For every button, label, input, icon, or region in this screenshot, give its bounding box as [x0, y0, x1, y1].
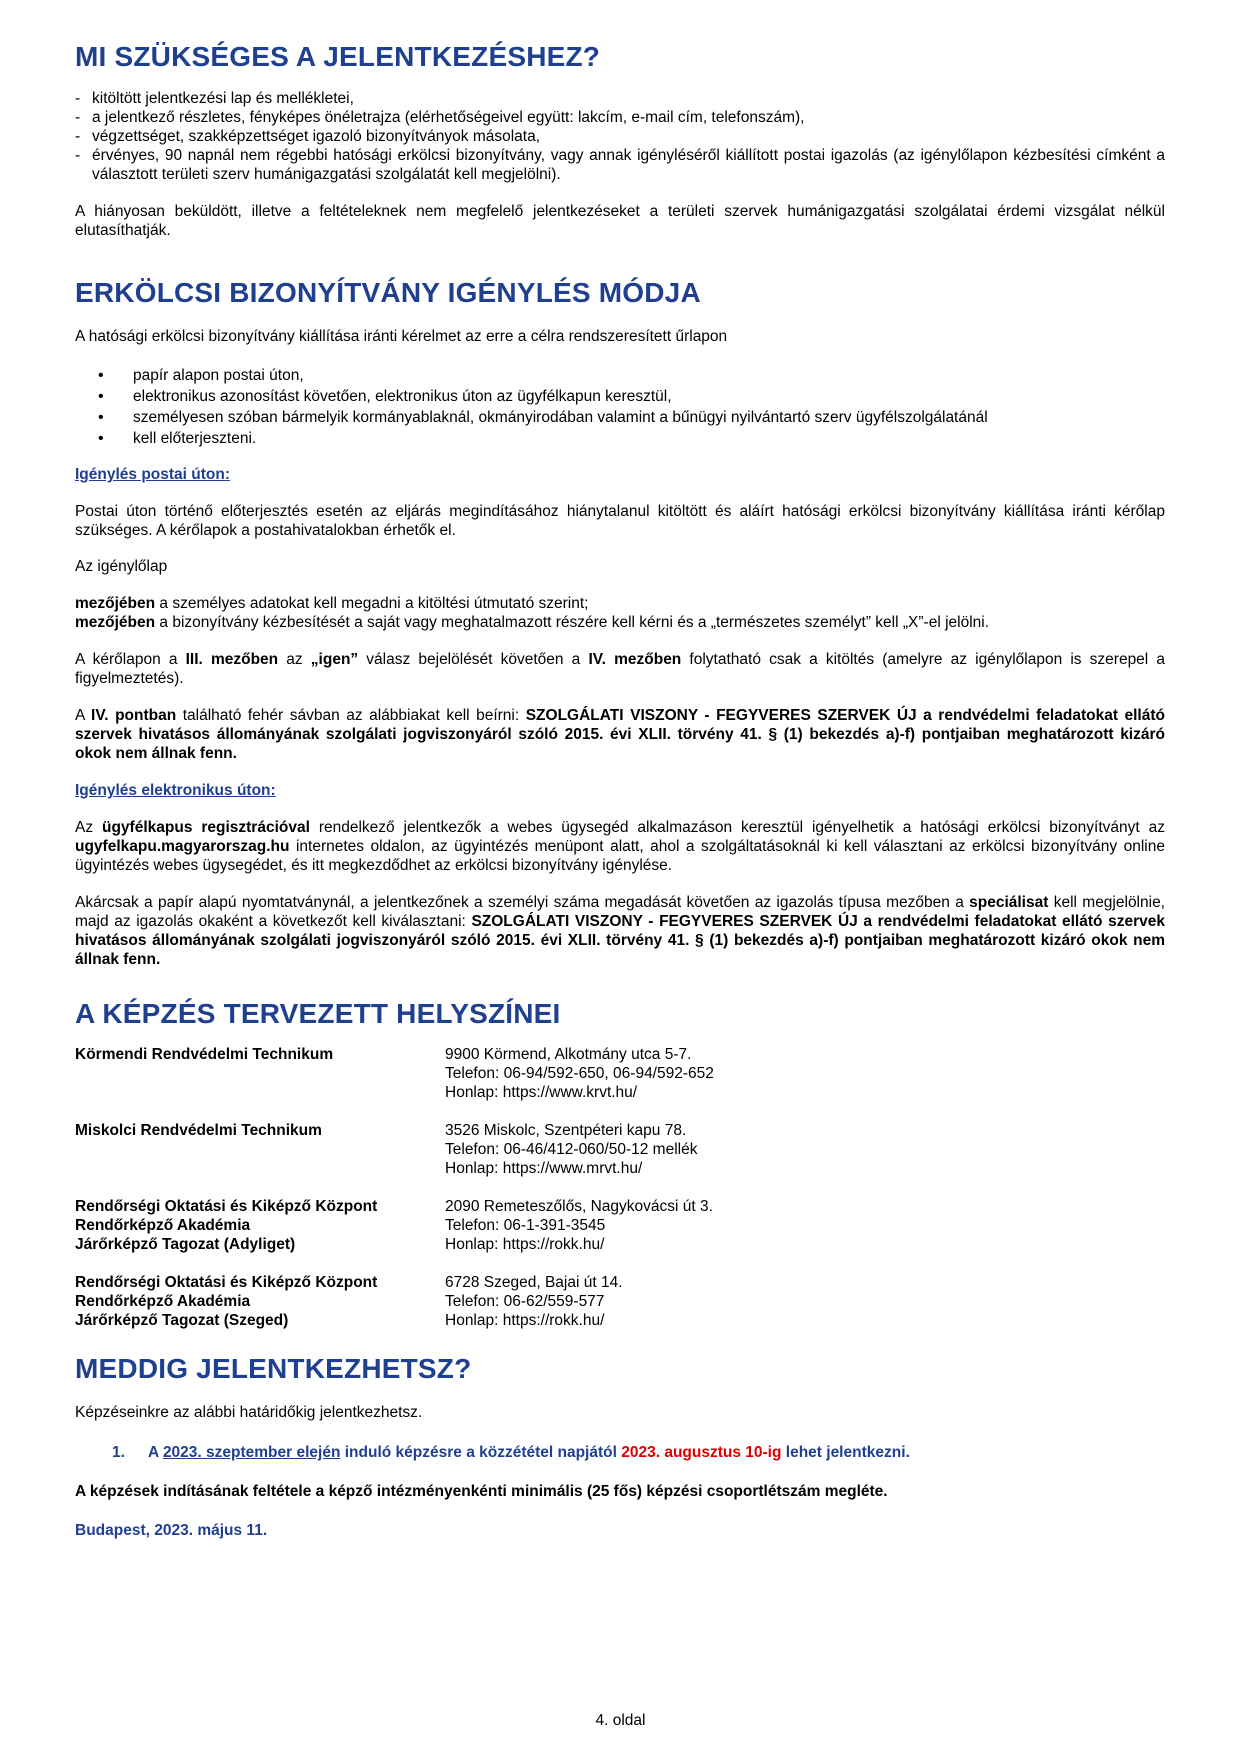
- location-info: 2090 Remeteszőlős, Nagykovácsi út 3. Telefon: 06-1-391-3545 Honlap: https://rokk.hu/: [445, 1198, 713, 1253]
- electronic-paragraph-2: Akárcsak a papír alapú nyomtatványnál, a jelentkezőnek a személyi száma megadását követően az igazolás típusa mezőben a speciálisat kell megjelölnie, majd az igazolás okaként a következőt kell kiválasztani: SZOLGÁLATI VISZONY - FEGYVERES SZERVEK ÚJ a rendvédelmi feladatokat ellátó szervek hivatásos állományának szolgálati jogviszonyáról szóló 2015. évi XLII. törvény 41. § (1) bekezdés a)-f) pontjaiban meghatározott kizáró okok nem állnak fenn.: [75, 894, 1165, 968]
- location-info: 3526 Miskolc, Szentpéteri kapu 78. Telefon: 06-46/412-060/50-12 mellék Honlap: https://www.mrvt.hu/: [445, 1122, 698, 1177]
- place-and-date: Budapest, 2023. május 11.: [75, 1522, 268, 1539]
- section-title-locations: A KÉPZÉS TERVEZETT HELYSZÍNEI: [75, 998, 561, 1029]
- list-item: - a jelentkező részletes, fényképes önéletrajza (elérhetőségeivel együtt: lakcím, e-mail cím, telefonszám),: [75, 108, 1165, 127]
- location-name: Rendőrségi Oktatási és Kiképző Központ Rendőrképző Akadémia Járőrképző Tagozat (Szeged): [75, 1274, 378, 1329]
- list-item: • kell előterjeszteni.: [133, 429, 1165, 448]
- list-item: • papír alapon postai úton,: [133, 366, 1165, 385]
- list-item: • személyesen szóban bármelyik kormányablaknál, okmányirodában valamint a bűnügyi nyilvántartó szerv ügyfélszolgálatánál: [133, 408, 1165, 427]
- location-info: 6728 Szeged, Bajai út 14. Telefon: 06-62/559-577 Honlap: https://rokk.hu/: [445, 1274, 623, 1329]
- deadline-intro: Képzéseinkre az alábbi határidőkig jelentkezhetsz.: [75, 1404, 423, 1421]
- location-info: 9900 Körmend, Alkotmány utca 5-7. Telefon: 06-94/592-650, 06-94/592-652 Honlap: https://www.krvt.hu/: [445, 1046, 714, 1101]
- field-instruction-1: mezőjében a személyes adatokat kell megadni a kitöltési útmutató szerint;: [75, 595, 589, 612]
- page-number: 4. oldal: [595, 1712, 646, 1729]
- list-item: - végzettséget, szakképzettséget igazoló bizonyítványok másolata,: [75, 127, 1165, 146]
- subheading-electronic: Igénylés elektronikus úton:: [75, 782, 276, 799]
- section-title-deadline: MEDDIG JELENTKEZHETSZ?: [75, 1353, 472, 1384]
- electronic-paragraph-1: Az ügyfélkapus regisztrációval rendelkező jelentkezők a webes ügysegéd alkalmazáson keresztül igényelhetik a hatósági erkölcsi bizonyítványt az ugyfelkapu.magyarorszag.hu internetes oldalon, az ügyintézés menüpont alatt, ahol a szolgáltatásoknál ki kell választani az erkölcsi bizonyítvány online ügyintézés webes ügysegédet, és itt megkezdődhet az erkölcsi bizonyítvány igénylése.: [75, 819, 1165, 874]
- location-name: Rendőrségi Oktatási és Kiképző Központ Rendőrképző Akadémia Járőrképző Tagozat (Adyliget): [75, 1198, 378, 1253]
- section-title-certificate: ERKÖLCSI BIZONYÍTVÁNY IGÉNYLÉS MÓDJA: [75, 277, 701, 308]
- requirements-list: [75, 89, 1165, 184]
- postal-paragraph: Postai úton történő előterjesztés esetén az eljárás megindításához hiánytalanul kitöltött és aláírt hatósági erkölcsi bizonyítvány kiállítása iránti kérőlap szükséges. A kérőlapok a postahivatalokban érhetők el.: [75, 503, 1165, 539]
- document-page: [75, 40, 1165, 1540]
- locations-table: [75, 1045, 1165, 1330]
- location-name: Miskolci Rendvédelmi Technikum: [75, 1122, 322, 1139]
- rejection-note: A hiányosan beküldött, illetve a feltételeknek nem megfelelő jelentkezéseket a területi szervek humánigazgatási szolgálatai érdemi vizsgálat nélkül elutasíthatják.: [75, 203, 1165, 239]
- subheading-postal: Igénylés postai úton:: [75, 466, 231, 483]
- start-condition: A képzések indításának feltétele a képző intézményenkénti minimális (25 fős) képzési csoportlétszám megléte.: [75, 1483, 888, 1500]
- certificate-intro: A hatósági erkölcsi bizonyítvány kiállítása iránti kérelmet az erre a célra rendszeresített űrlapon: [75, 328, 728, 345]
- form-label: Az igénylőlap: [75, 558, 168, 575]
- field-instruction-2: mezőjében a bizonyítvány kézbesítését a saját vagy meghatalmazott részére kell kérni és a „természetes személyt” kell „X”-el jelölni.: [75, 614, 990, 631]
- submission-methods-list: [75, 366, 1165, 448]
- section-title-requirements: MI SZÜKSÉGES A JELENTKEZÉSHEZ?: [75, 41, 601, 72]
- list-item: - kitöltött jelentkezési lap és mellékletei,: [75, 89, 1165, 108]
- list-item: - érvényes, 90 napnál nem régebbi hatósági erkölcsi bizonyítvány, vagy annak igényléséről kiállított postai igazolás (az igénylőlapon kézbesítési címként a választott területi szerv humánigazgatási szolgálatát kell megjelölni).: [75, 146, 1165, 184]
- location-name: Körmendi Rendvédelmi Technikum: [75, 1046, 334, 1063]
- point-iv-paragraph: A IV. pontban található fehér sávban az alábbiakat kell beírni: SZOLGÁLATI VISZONY - FEGYVERES SZERVEK ÚJ a rendvédelmi feladatokat ellátó szervek hivatásos állományának szolgálati jogviszonyáról szóló 2015. évi XLII. törvény 41. § (1) bekezdés a)-f) pontjaiban meghatározott kizáró okok nem állnak fenn.: [75, 707, 1165, 762]
- list-item: • elektronikus azonosítást követően, elektronikus úton az ügyfélkapun keresztül,: [133, 387, 1165, 406]
- form-field-paragraph: A kérőlapon a III. mezőben az „igen” válasz bejelölését követően a IV. mezőben folytatható csak a kitöltés (amelyre az igénylőlapon is szerepel a figyelmeztetés).: [75, 651, 1166, 687]
- deadline-item: 1. A 2023. szeptember elején induló képzésre a közzététel napjától 2023. augusztus 10-ig lehet jelentkezni.: [112, 1444, 910, 1461]
